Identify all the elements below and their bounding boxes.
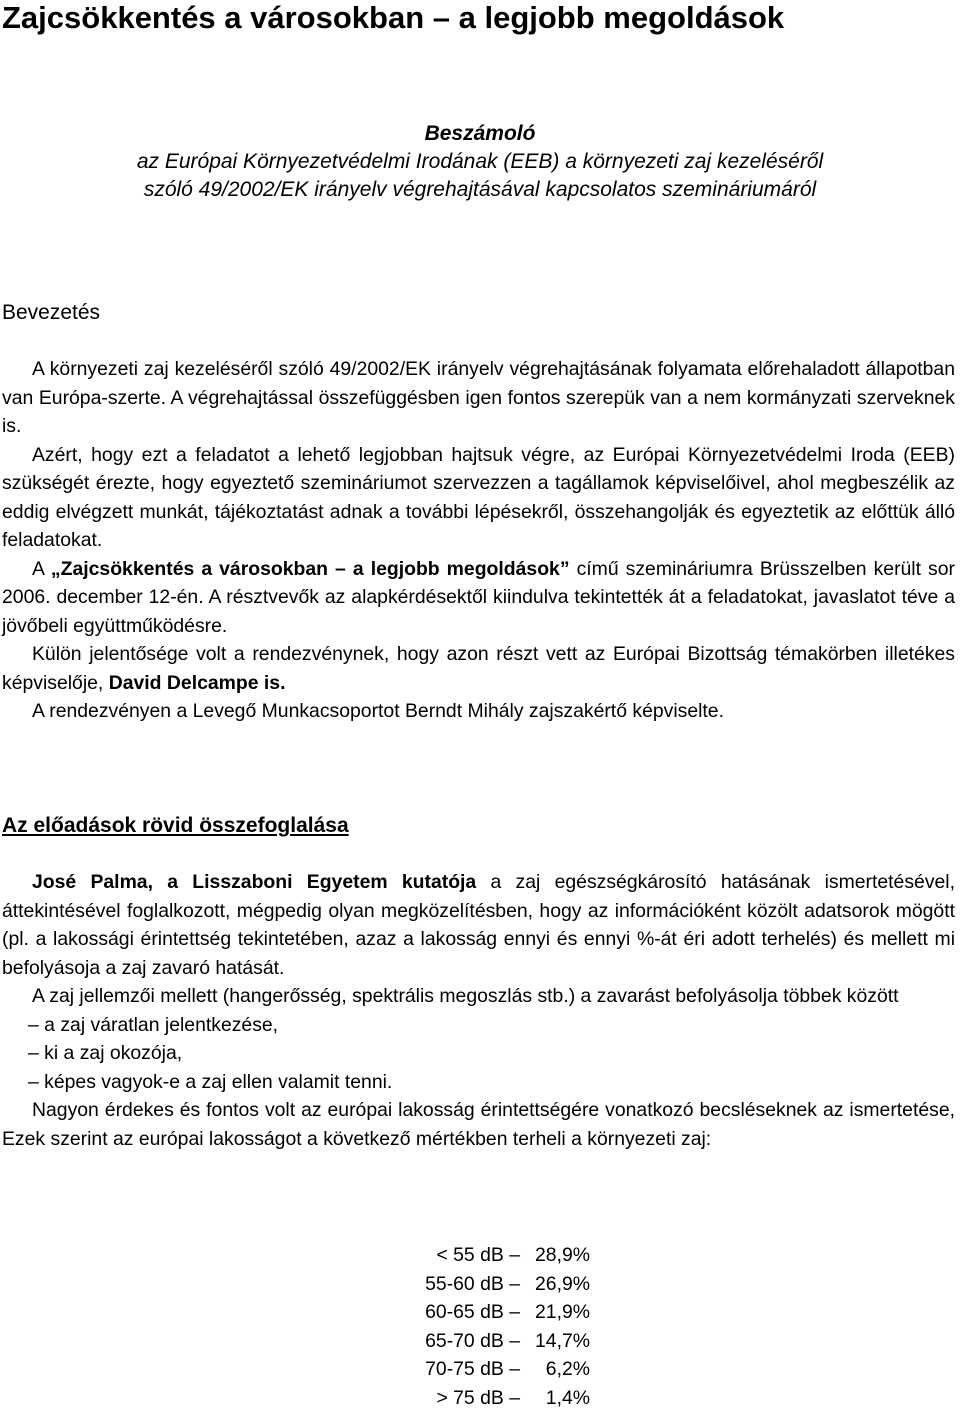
seminar-title: „Zajcsökkentés a városokban – a legjobb megoldások” xyxy=(50,557,570,580)
population-share: 1,4% xyxy=(545,1386,590,1409)
population-share: 6,2% xyxy=(545,1358,590,1380)
noise-range: < 55 dB – xyxy=(436,1244,520,1266)
population-share: 28,9% xyxy=(535,1244,590,1266)
intro-paragraph-1: A környezeti zaj kezeléséről szóló 49/2002/EK irányelv végrehajtásának folyamata előrehaladott állapotban van Európa-szerte. A végrehajtással összefüggésben igen fontos szerepük van a nem kormányzati szerveknek is. xyxy=(2,358,955,437)
table-row xyxy=(0,1355,960,1384)
subtitle-line-2: az Európai Környezetvédelmi Irodának (EEB) a környezeti zaj kezeléséről xyxy=(136,150,824,173)
population-share: 14,7% xyxy=(535,1329,590,1352)
document-title: Zajcsökkentés a városokban – a legjobb megoldások xyxy=(2,0,785,35)
summary-paragraph-2: A zaj jellemzői mellett (hangerősség, spektrális megoszlás stb.) a zavarást befolyásolja többek között xyxy=(32,985,899,1007)
population-share: 26,9% xyxy=(535,1272,590,1295)
subtitle-line-1: Beszámoló xyxy=(424,122,536,145)
noise-exposure-table xyxy=(0,1241,960,1412)
summary-heading: Az előadások rövid összefoglalása xyxy=(2,814,349,837)
list-item: – a zaj váratlan jelentkezése, xyxy=(28,1013,279,1036)
intro-paragraph-5: A rendezvényen a Levegő Munkacsoportot Berndt Mihály zajszakértő képviselte. xyxy=(32,700,724,722)
noise-range: 70-75 dB – xyxy=(425,1358,520,1380)
noise-range: 65-70 dB – xyxy=(425,1329,520,1352)
report-subtitle xyxy=(0,120,960,204)
intro-heading: Bevezetés xyxy=(2,301,101,324)
summary-paragraph-1: José Palma, a Lisszaboni Egyetem kutatója a zaj egészségkárosító hatásának ismertetésével, áttekintésével foglalkozott, mégpedig olyan megközelítésben, hogy az információként közölt adatsorok mögött (pl. a lakossági érintettség tekintetében, azaz a lakosság ennyi és ennyi %-át éri adott terhelés) és mellett mi befolyásoja a zaj zavaró hatását. xyxy=(2,871,955,979)
intro-section xyxy=(2,355,955,726)
population-share: 21,9% xyxy=(535,1301,590,1323)
intro-paragraph-4: Külön jelentősége volt a rendezvénynek, hogy azon részt vett az Európai Bizottság témakörben illetékes képviselője, David Delcampe is. xyxy=(2,643,955,694)
noise-range: > 75 dB – xyxy=(436,1386,520,1409)
intro-paragraph-3: A „Zajcsökkentés a városokban – a legjobb megoldások” című szemináriumra Brüsszelben került sor 2006. december 12-én. A résztvevők az alapkérdésektől kiindulva tekintették át a feladatokat, javaslatot téve a jövőbeli együttműködésre. xyxy=(2,557,955,637)
summary-section xyxy=(2,868,955,1153)
list-item: – ki a zaj okozója, xyxy=(28,1042,183,1064)
table-row xyxy=(0,1327,960,1356)
table-row xyxy=(0,1241,960,1270)
noise-range: 55-60 dB – xyxy=(425,1272,520,1295)
subtitle-line-3: szóló 49/2002/EK irányelv végrehajtásával kapcsolatos szemináriumáról xyxy=(143,178,817,201)
table-row xyxy=(0,1298,960,1327)
intro-paragraph-2: Azért, hogy ezt a feladatot a lehető legjobban hajtsuk végre, az Európai Környezetvédelmi Iroda (EEB) szükségét érezte, hogy egyeztető szemináriumot szervezzen a tagállamok képviselőivel, ahol megbeszélik az eddig elvégzett munkát, tájékoztatást adnak a további lépésekről, összehangolják és egyeztetik az előttük álló feladatokat. xyxy=(2,443,955,551)
table-row xyxy=(0,1384,960,1412)
representative-name: David Delcampe xyxy=(108,671,259,694)
noise-range: 60-65 dB – xyxy=(425,1301,520,1323)
list-item: – képes vagyok-e a zaj ellen valamit tenni. xyxy=(28,1070,393,1093)
speaker-name: José Palma, a Lisszaboni Egyetem kutatója xyxy=(32,871,477,893)
table-row xyxy=(0,1270,960,1299)
summary-paragraph-3: Nagyon érdekes és fontos volt az európai lakosság érintettségére vonatkozó becsléseknek az ismertetése, Ezek szerint az európai lakosságot a következő mértékben terheli a környezeti zaj: xyxy=(2,1099,955,1150)
